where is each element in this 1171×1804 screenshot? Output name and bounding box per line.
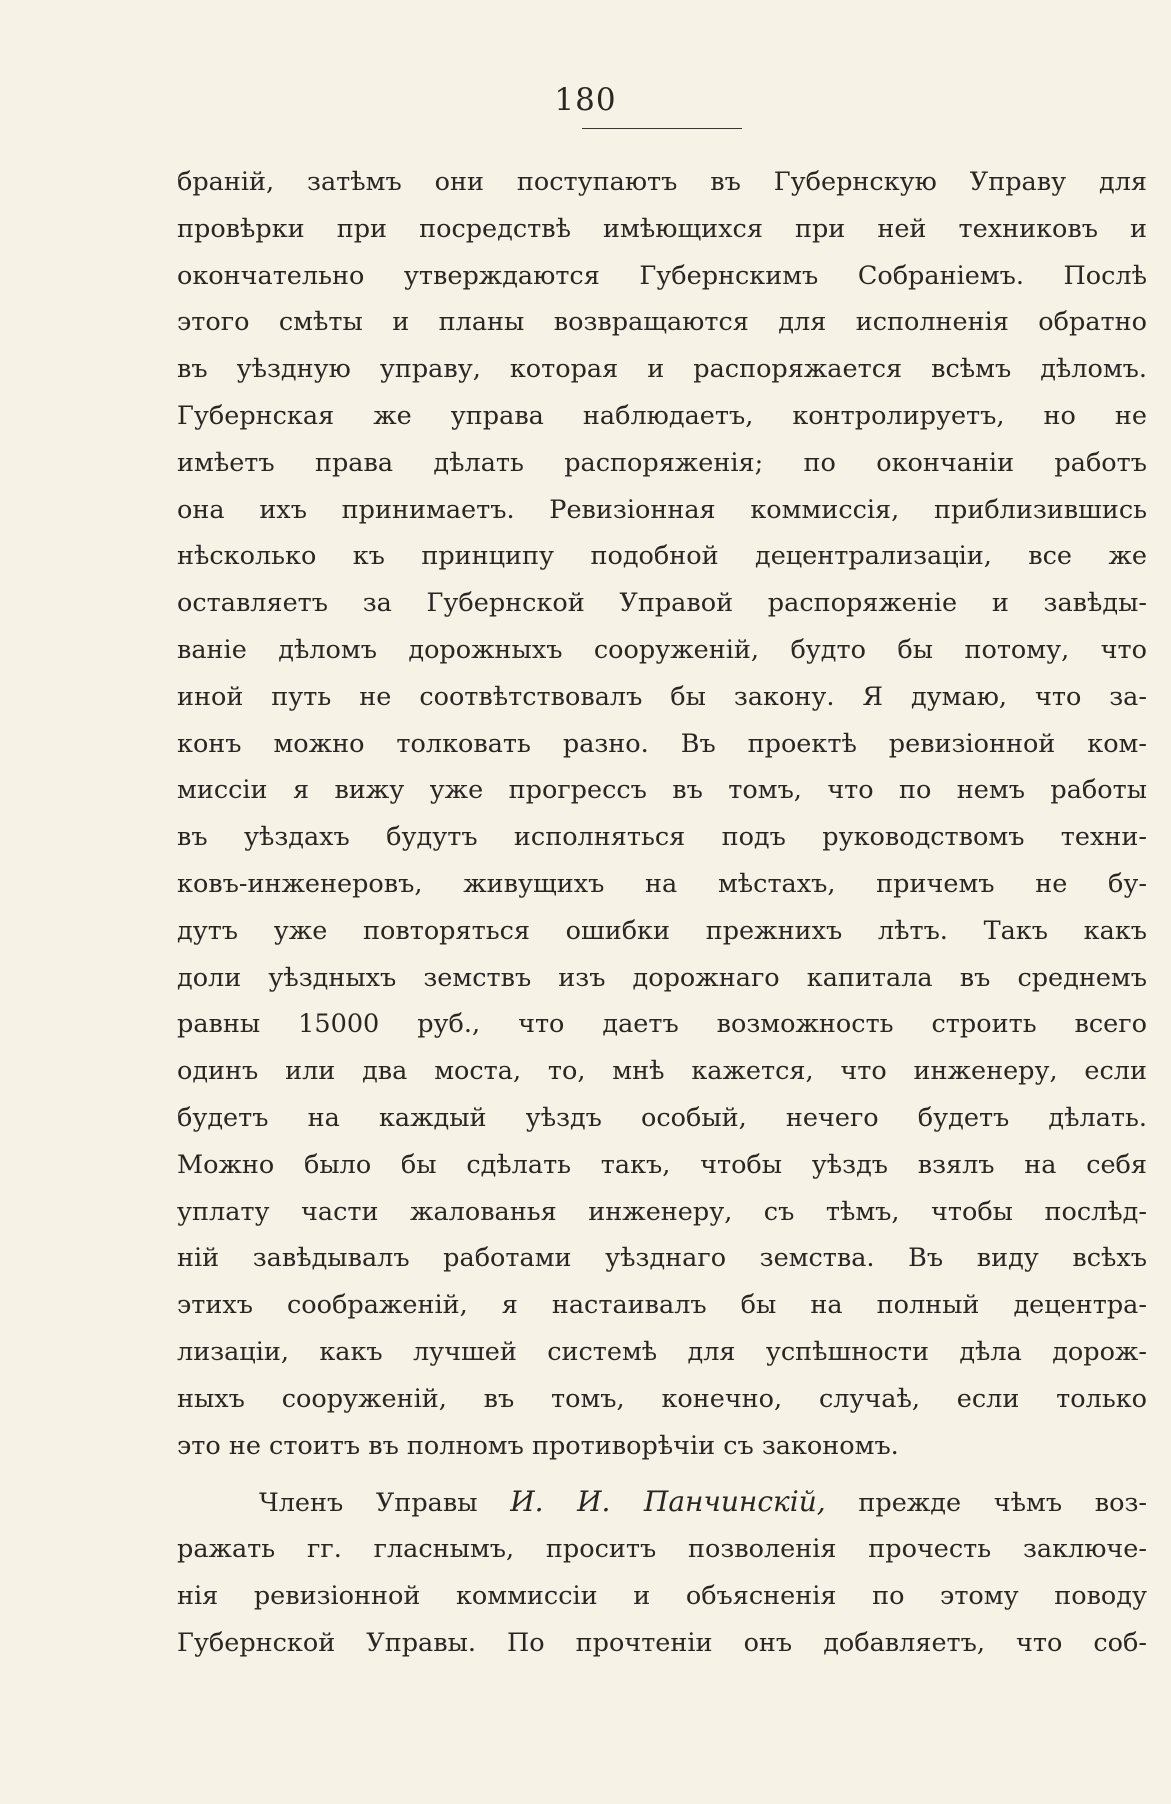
page-number-rule [582,128,742,129]
text-line: въ уѣздную управу, которая и распоряжается всѣмъ дѣломъ. [177,354,1147,385]
paragraph-2-first-line [177,1479,1147,1526]
text-line: ныхъ сооруженій, въ томъ, конечно, случаѣ, если только [177,1383,1147,1414]
text-line: нія ревизіонной коммиссіи и объясненія по этому поводу [177,1580,1147,1611]
text-line: доли уѣздныхъ земствъ изъ дорожнаго капитала въ среднемъ [177,962,1147,993]
text-line: окончательно утверждаются Губернскимъ Собраніемъ. Послѣ [177,260,1147,291]
text-line: имѣетъ права дѣлать распоряженія; по окончаніи работъ [177,447,1147,478]
text-line: иной путь не соотвѣтствовалъ бы закону. Я думаю, что за- [177,681,1147,712]
text-line: одинъ или два моста, то, мнѣ кажется, что инженеру, если [177,1056,1147,1087]
page-number: 180 [554,82,617,118]
speaker-name: И. И. Панчинскій, [510,1485,826,1519]
paragraph-gap [177,1469,1147,1479]
speaker-intro: Членъ Управы [259,1488,478,1519]
text-line: этихъ соображеній, я настаивалъ бы на полный децентра- [177,1290,1147,1321]
text-line: нѣсколько къ принципу подобной децентрализаціи, все же [177,541,1147,572]
text-line: равны 15000 руб., что даетъ возможность строить всего [177,1009,1147,1040]
text-line: ражать гг. гласнымъ, проситъ позволенія прочесть заключе- [177,1534,1147,1565]
text-line: Можно было бы сдѣлать такъ, чтобы уѣздъ взялъ на себя [177,1149,1147,1180]
text-line: провѣрки при посредствѣ имѣющихся при ней техниковъ и [177,213,1147,244]
text-line: она ихъ принимаетъ. Ревизіонная коммиссія, приблизившись [177,494,1147,525]
text-line: конъ можно толковать разно. Въ проектѣ ревизіонной ком- [177,728,1147,759]
text-line: этого смѣты и планы возвращаются для исполненія обратно [177,307,1147,338]
paragraph-1 [177,159,1147,1469]
text-line: ковъ-инженеровъ, живущихъ на мѣстахъ, причемъ не бу- [177,868,1147,899]
text-line: ваніе дѣломъ дорожныхъ сооруженій, будто бы потому, что [177,634,1147,665]
text-line: въ уѣздахъ будутъ исполняться подъ руководствомъ техни- [177,822,1147,853]
text-line: уплату части жалованья инженеру, съ тѣмъ, чтобы послѣд- [177,1196,1147,1227]
text-line: браній, затѣмъ они поступаютъ въ Губернскую Управу для [177,167,1147,197]
body-text [177,159,1147,1667]
text-line: ній завѣдывалъ работами уѣзднаго земства. Въ виду всѣхъ [177,1243,1147,1274]
paragraph-2 [177,1479,1147,1666]
text-line: Губернской Управы. По прочтеніи онъ добавляетъ, что соб- [177,1627,1147,1658]
text-line: будетъ на каждый уѣздъ особый, нечего будетъ дѣлать. [177,1102,1147,1133]
text-line: лизаціи, какъ лучшей системѣ для успѣшности дѣла дорож- [177,1336,1147,1367]
text-line: оставляетъ за Губернской Управой распоряженіе и завѣды- [177,588,1147,619]
text-line: это не стоитъ въ полномъ противорѣчіи съ закономъ. [177,1430,899,1461]
text-line: дутъ уже повторяться ошибки прежнихъ лѣтъ. Такъ какъ [177,915,1147,946]
text-line: Губернская же управа наблюдаетъ, контролируетъ, но не [177,400,1147,431]
text-line: миссіи я вижу уже прогрессъ въ томъ, что по немъ работы [177,775,1147,806]
speaker-continuation: прежде чѣмъ воз- [858,1488,1148,1519]
